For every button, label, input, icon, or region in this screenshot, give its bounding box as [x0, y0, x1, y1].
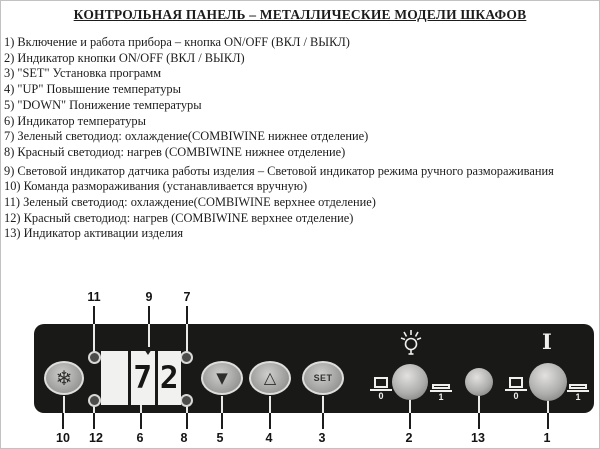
- legend-item-7: 7) Зеленый светодиод: охлаждение(COMBIWINE нижнее отделение): [4, 129, 369, 144]
- lamp-icon: [398, 328, 424, 358]
- legend-item-2: 2) Индикатор кнопки ON/OFF (ВКЛ / ВЫКЛ): [4, 50, 245, 65]
- leader-line: [478, 413, 480, 429]
- legend-list: [4, 35, 556, 242]
- activation-indicator: [465, 368, 493, 396]
- switch-off-icon: 0: [504, 377, 528, 401]
- callout-label-10: 10: [56, 431, 70, 445]
- leader-line: [547, 413, 549, 429]
- switch-on-icon: 1: [429, 384, 453, 402]
- display-blank-cell: [101, 351, 128, 405]
- on-off-button: [529, 363, 567, 401]
- temperature-display: [101, 351, 181, 405]
- leader-line: [322, 396, 324, 413]
- led-green-upper-icon: [88, 351, 101, 364]
- legend-item-1: 1) Включение и работа прибора – кнопка ON/OFF (ВКЛ / ВЫКЛ): [4, 35, 350, 49]
- leader-line: [140, 413, 142, 429]
- snowflake-icon: ❄: [55, 366, 73, 390]
- leader-line: [409, 413, 411, 429]
- leader-line: [269, 413, 271, 429]
- legend-item-6: 6) Индикатор температуры: [4, 113, 146, 128]
- leader-line: [93, 324, 95, 352]
- legend-item-3: 3) "SET" Установка программ: [4, 66, 162, 81]
- leader-line: [269, 396, 271, 413]
- arrow-up-icon: △: [263, 368, 277, 387]
- leader-line: [186, 413, 188, 429]
- legend-item-12: 12) Красный светодиод: нагрев (COMBIWINE верхнее отделение): [4, 210, 354, 225]
- set-button: [302, 361, 344, 395]
- legend-item-10: 10) Команда размораживания (устанавливается вручную): [4, 179, 308, 194]
- power-label: I: [542, 329, 552, 354]
- leader-line: [322, 413, 324, 429]
- leader-line: [148, 306, 150, 324]
- leader-line: [148, 324, 150, 347]
- control-panel: [34, 324, 594, 413]
- callout-label-2: 2: [405, 431, 413, 445]
- page-title: КОНТРОЛЬНАЯ ПАНЕЛЬ – МЕТАЛЛИЧЕСКИЕ МОДЕЛИ ШКАФОВ: [73, 7, 527, 22]
- legend-item-4: 4) "UP" Повышение температуры: [4, 82, 181, 97]
- display-digit: 2: [158, 351, 181, 405]
- leader-line: [93, 413, 95, 429]
- callout-label-13: 13: [471, 431, 485, 445]
- callout-label-6: 6: [136, 431, 144, 445]
- leader-line: [221, 413, 223, 429]
- leader-line: [186, 324, 188, 352]
- callout-label-5: 5: [216, 431, 224, 445]
- up-button: [249, 361, 291, 395]
- arrow-down-icon: ▼: [216, 368, 228, 387]
- leader-line: [186, 306, 188, 324]
- callout-label-11: 11: [87, 290, 101, 304]
- light-button: [392, 364, 428, 400]
- down-button: [201, 361, 243, 395]
- leader-line: [63, 396, 65, 413]
- leader-line: [140, 405, 142, 413]
- callout-label-8: 8: [180, 431, 188, 445]
- leader-line: [478, 396, 480, 413]
- legend-item-11: 11) Зеленый светодиод: охлаждение(COMBIWINE верхнее отделение): [4, 195, 376, 210]
- callout-label-3: 3: [318, 431, 326, 445]
- legend-item-13: 13) Индикатор активации изделия: [4, 226, 184, 241]
- defrost-button: [44, 361, 84, 395]
- leader-line: [93, 306, 95, 324]
- callout-label-1: 1: [543, 431, 551, 445]
- legend-item-5: 5) "DOWN" Понижение температуры: [4, 97, 202, 112]
- legend-item-9: 9) Световой индикатор датчика работы изделия – Световой индикатор режима ручного размораживания: [4, 163, 554, 178]
- led-red-lower-icon: [180, 394, 193, 407]
- set-button-label: SET: [313, 373, 333, 383]
- callout-label-4: 4: [265, 431, 273, 445]
- legend-item-8: 8) Красный светодиод: нагрев (COMBIWINE нижнее отделение): [4, 144, 346, 159]
- pointer-arrow-icon: [144, 349, 152, 355]
- leader-line: [409, 400, 411, 413]
- leader-line: [62, 413, 64, 429]
- callout-label-9: 9: [145, 290, 153, 304]
- callout-label-7: 7: [183, 290, 191, 304]
- display-digit: 7: [131, 351, 154, 405]
- led-red-upper-icon: [88, 394, 101, 407]
- switch-on-icon: 1: [566, 384, 590, 402]
- leader-line: [547, 401, 549, 413]
- led-green-lower-icon: [180, 351, 193, 364]
- switch-off-icon: 0: [369, 377, 393, 401]
- callout-label-12: 12: [89, 431, 103, 445]
- leader-line: [221, 396, 223, 413]
